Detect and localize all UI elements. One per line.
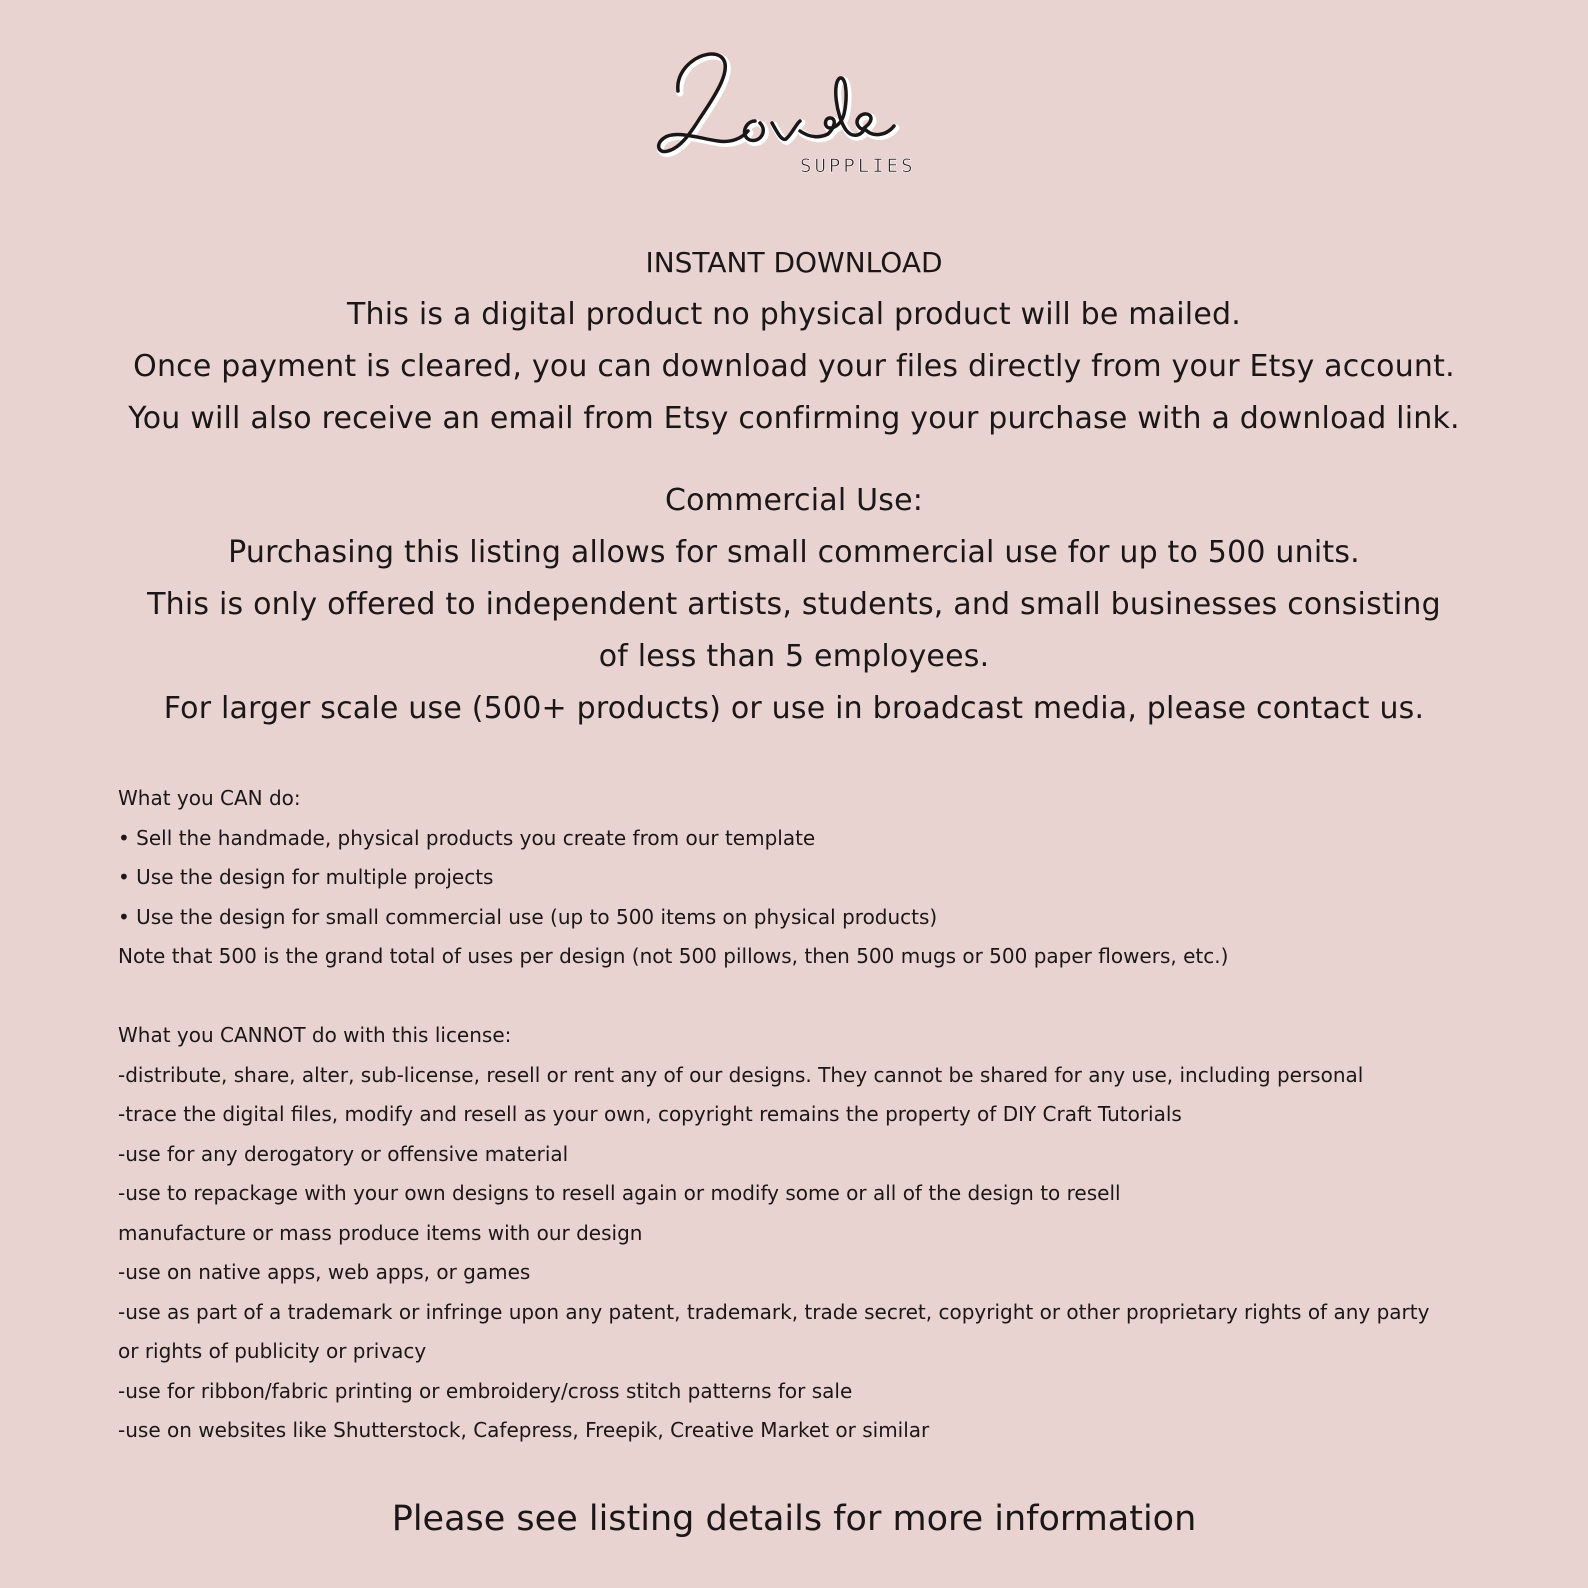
instant-download-line: You will also receive an email from Etsy confirming your purchase with a download link. [128,401,1460,436]
instant-download-section [0,237,1588,445]
instant-download-line: Once payment is cleared, you can download your files directly from your Etsy account. [133,349,1455,384]
footer-note: Please see listing details for more information [391,1499,1197,1539]
cannot-do-item: -use on native apps, web apps, or games [118,1260,531,1284]
cannot-do-item: -use for any derogatory or offensive material [118,1141,569,1166]
can-do-title: What you CAN do: [118,786,301,810]
commercial-use-title: Commercial Use: [664,483,924,518]
license-terms [118,779,1498,1451]
can-do-item: • Use the design for small commercial use (up to 500 items on physical products) [118,904,938,929]
can-do-note: Note that 500 is the grand total of uses per design (not 500 pillows, then 500 mugs or 500 paper flowers, etc.) [118,944,1229,968]
instant-download-title: INSTANT DOWNLOAD [645,246,943,279]
instant-download-line: This is a digital product no physical product will be mailed. [347,297,1241,332]
commercial-use-line: For larger scale use (500+ products) or use in broadcast media, please contact us. [163,691,1425,726]
commercial-use-line: This is only offered to independent artists, students, and small businesses consisting [147,587,1441,622]
cannot-do-title: What you CANNOT do with this license: [118,1023,512,1047]
cannot-do-item: -use for ribbon/fabric printing or embroidery/cross stitch patterns for sale [118,1378,853,1403]
cannot-do-item: -use to repackage with your own designs to resell again or modify some or all of the design to resell [118,1181,1121,1205]
cannot-do-item: manufacture or mass produce items with our design [118,1220,643,1245]
brand-logo [650,26,920,186]
cannot-do-item: -distribute, share, alter, sub-license, resell or rent any of our designs. They cannot be shared for any use, including personal [118,1062,1364,1087]
lovle-supplies-logo-icon [650,26,920,186]
commercial-use-line: of less than 5 employees. [598,639,990,674]
cannot-do-item: -use as part of a trademark or infringe upon any patent, trademark, trade secret, copyright or other proprietary rights of any party [118,1299,1430,1324]
spacer [118,977,1498,1017]
can-do-item: • Use the design for multiple projects [118,865,494,889]
commercial-use-section [0,475,1588,735]
logo-sub-text: SUPPLIES [800,155,916,177]
cannot-do-item: -trace the digital files, modify and resell as your own, copyright remains the property of DIY Craft Tutorials [118,1102,1182,1126]
cannot-do-item: or rights of publicity or privacy [118,1339,427,1363]
cannot-do-item: -use on websites like Shutterstock, Cafepress, Freepik, Creative Market or similar [118,1418,930,1442]
commercial-use-line: Purchasing this listing allows for small commercial use for up to 500 units. [228,535,1360,570]
can-do-item: • Sell the handmade, physical products you create from our template [118,825,816,850]
